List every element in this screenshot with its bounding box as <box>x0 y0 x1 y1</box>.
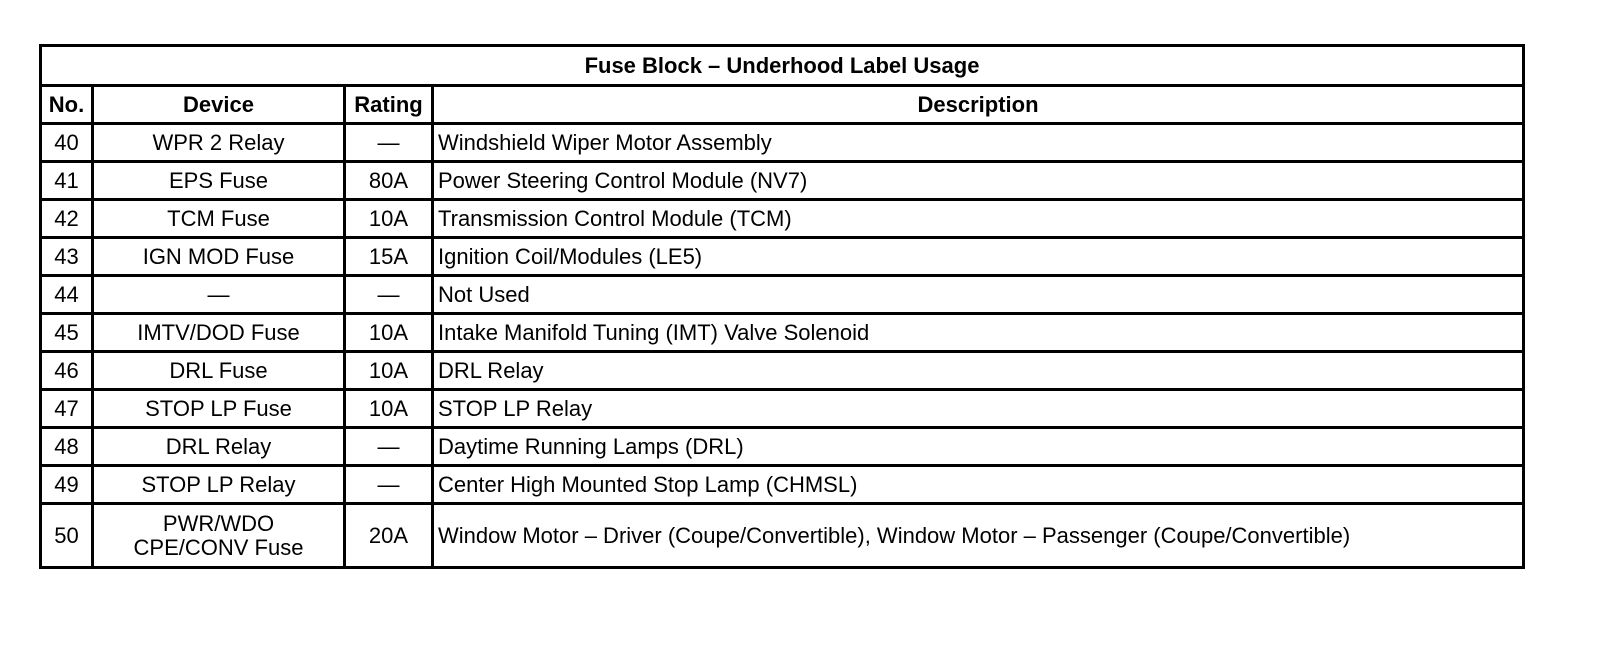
column-header-description: Description <box>433 86 1524 124</box>
column-header-no: No. <box>41 86 93 124</box>
cell-rating: 10A <box>345 314 433 352</box>
cell-no: 45 <box>41 314 93 352</box>
table-row <box>41 466 1524 504</box>
cell-device: WPR 2 Relay <box>93 124 345 162</box>
cell-no: 42 <box>41 200 93 238</box>
cell-device: IGN MOD Fuse <box>93 238 345 276</box>
cell-device-line: PWR/WDO <box>162 510 275 536</box>
cell-rating: — <box>345 428 433 466</box>
cell-rating: 10A <box>345 200 433 238</box>
cell-rating: 15A <box>345 238 433 276</box>
cell-no: 50 <box>41 504 93 568</box>
cell-no: 48 <box>41 428 93 466</box>
table-row <box>41 238 1524 276</box>
cell-description: STOP LP Relay <box>433 390 1524 428</box>
cell-description: Ignition Coil/Modules (LE5) <box>433 238 1524 276</box>
cell-no: 47 <box>41 390 93 428</box>
table-title-row <box>41 46 1524 86</box>
cell-device: EPS Fuse <box>93 162 345 200</box>
cell-no: 49 <box>41 466 93 504</box>
cell-rating: 10A <box>345 352 433 390</box>
table-row <box>41 390 1524 428</box>
cell-description: Center High Mounted Stop Lamp (CHMSL) <box>433 466 1524 504</box>
cell-no: 44 <box>41 276 93 314</box>
column-header-rating: Rating <box>345 86 433 124</box>
cell-description: Transmission Control Module (TCM) <box>433 200 1524 238</box>
table-row <box>41 314 1524 352</box>
table-title: Fuse Block – Underhood Label Usage <box>41 46 1524 86</box>
fuse-block-table <box>39 44 1525 569</box>
cell-description: Not Used <box>433 276 1524 314</box>
cell-rating: — <box>345 124 433 162</box>
cell-description: Daytime Running Lamps (DRL) <box>433 428 1524 466</box>
cell-device <box>93 504 345 568</box>
cell-rating: — <box>345 466 433 504</box>
cell-no: 46 <box>41 352 93 390</box>
cell-no: 41 <box>41 162 93 200</box>
table-header-row <box>41 86 1524 124</box>
cell-device: STOP LP Relay <box>93 466 345 504</box>
table-row <box>41 428 1524 466</box>
cell-device: DRL Relay <box>93 428 345 466</box>
cell-device: TCM Fuse <box>93 200 345 238</box>
cell-rating: — <box>345 276 433 314</box>
cell-rating: 20A <box>345 504 433 568</box>
table-row <box>41 276 1524 314</box>
table-row <box>41 504 1524 568</box>
cell-device: — <box>93 276 345 314</box>
cell-no: 43 <box>41 238 93 276</box>
cell-description: Window Motor – Driver (Coupe/Convertible), Window Motor – Passenger (Coupe/Convertible) <box>433 504 1524 568</box>
cell-description: DRL Relay <box>433 352 1524 390</box>
cell-device: IMTV/DOD Fuse <box>93 314 345 352</box>
cell-device-line: CPE/CONV Fuse <box>133 534 304 560</box>
cell-device: STOP LP Fuse <box>93 390 345 428</box>
cell-no: 40 <box>41 124 93 162</box>
cell-description: Intake Manifold Tuning (IMT) Valve Solenoid <box>433 314 1524 352</box>
cell-rating: 10A <box>345 390 433 428</box>
table-row <box>41 200 1524 238</box>
table-row <box>41 162 1524 200</box>
cell-description: Windshield Wiper Motor Assembly <box>433 124 1524 162</box>
column-header-device: Device <box>93 86 345 124</box>
table-row <box>41 124 1524 162</box>
cell-description: Power Steering Control Module (NV7) <box>433 162 1524 200</box>
cell-device: DRL Fuse <box>93 352 345 390</box>
cell-rating: 80A <box>345 162 433 200</box>
table-row <box>41 352 1524 390</box>
